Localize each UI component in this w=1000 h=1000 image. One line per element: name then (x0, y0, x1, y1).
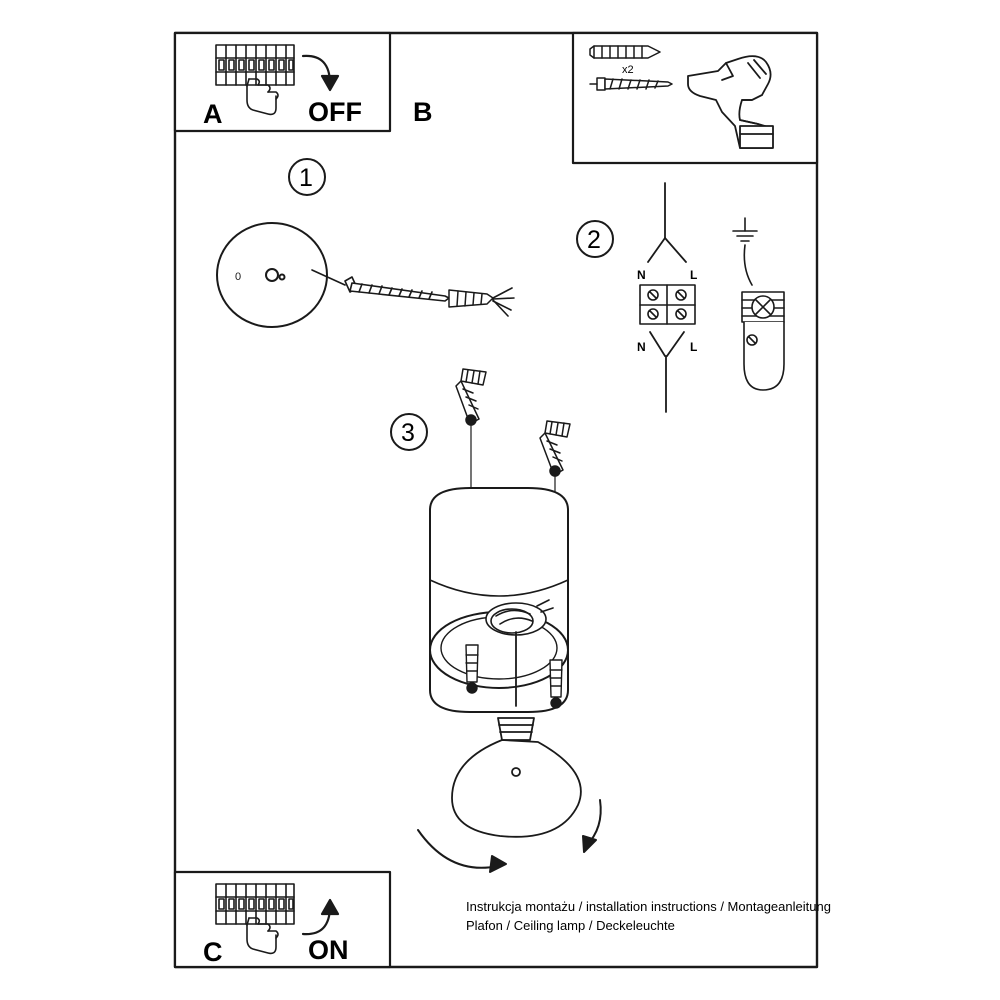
terminal-label-n-top: N (637, 268, 646, 282)
terminal-label-l-bottom: L (690, 340, 698, 354)
panel-b-quantity-label: x2 (622, 64, 634, 76)
step-2-number: 2 (587, 226, 601, 254)
step-1-number: 1 (299, 164, 313, 192)
panel-b-tools (573, 33, 817, 163)
screw-icon (466, 645, 478, 693)
wall-plug-icon (590, 46, 660, 58)
panel-c-letter: C (203, 937, 223, 967)
panel-c-state-label: ON (308, 935, 349, 965)
panel-b-letter: B (413, 97, 433, 127)
panel-a-letter: A (203, 99, 223, 129)
caption-line-2: Plafon / Ceiling lamp / Deckeleuchte (466, 918, 675, 933)
terminal-block-icon (640, 285, 695, 324)
screw-icon (550, 660, 562, 708)
svg-text:0: 0 (235, 271, 242, 283)
terminal-label-n-bottom: N (637, 340, 646, 354)
step-3-number: 3 (401, 419, 415, 447)
terminal-label-l-top: L (690, 268, 698, 282)
caption-line-1: Instrukcja montażu / installation instructions / Montageanleitung (466, 899, 831, 914)
panel-a-state-label: OFF (308, 97, 362, 127)
